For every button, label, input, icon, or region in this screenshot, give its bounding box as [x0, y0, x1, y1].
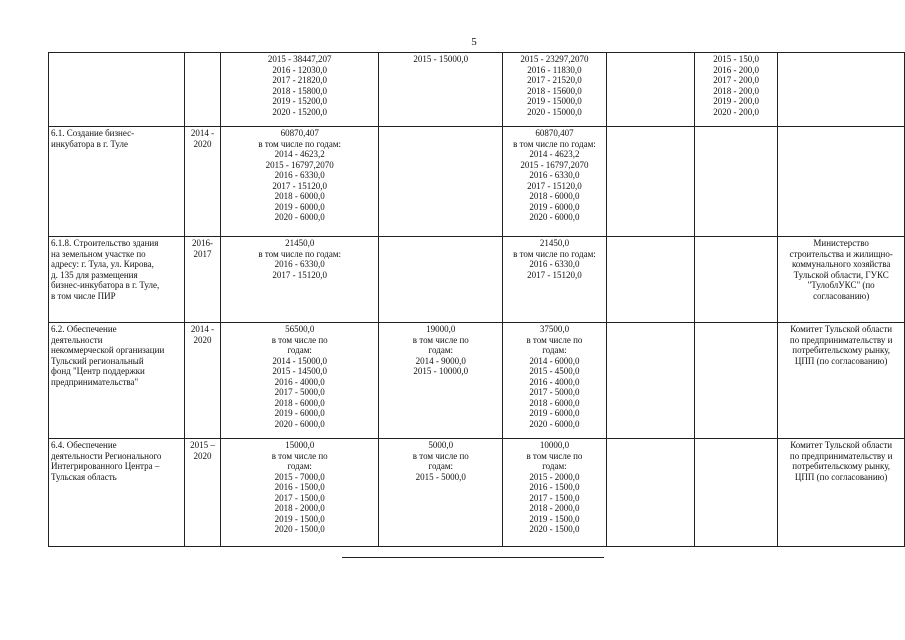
cell-line: Министерство — [813, 238, 869, 248]
cell-line: 2018 - 6000,0 — [274, 397, 325, 408]
cell-line: в том числе по — [526, 450, 583, 461]
cell-line: 2019 - 6000,0 — [274, 408, 325, 418]
cell-line: строительства и жилищно- — [789, 248, 893, 259]
federal-funding-cell — [379, 237, 503, 323]
cell-line: 2019 - 6000,0 — [529, 201, 580, 212]
cell-line: 2016 - 1500,0 — [274, 482, 325, 492]
executor-cell — [778, 439, 905, 547]
cell-line: 2017 - 200,0 — [713, 75, 760, 85]
cell-line: адресу: г. Тула, ул. Кирова, — [51, 259, 154, 269]
activity-name-cell — [49, 237, 185, 323]
cell-line: 2015 - 10000,0 — [413, 366, 469, 376]
total-funding-cell — [220, 323, 379, 439]
cell-line: 2014 - — [190, 128, 215, 138]
total-funding-cell — [220, 127, 379, 237]
executor-cell — [778, 53, 905, 127]
municipal-funding-cell — [606, 323, 694, 439]
cell-line: 2015 - 16797,2070 — [520, 159, 589, 170]
activity-name-cell — [49, 127, 185, 237]
cell-line: бизнес-инкубатора в г. Туле, — [51, 280, 160, 290]
table-row — [49, 323, 905, 439]
cell-line: 2015 - 38447,207 — [267, 54, 332, 64]
cell-line: по предпринимательству и — [789, 334, 893, 345]
other-funding-cell — [695, 237, 778, 323]
cell-line: 2020 - 15000,0 — [527, 106, 582, 117]
cell-line: в том числе ПИР — [51, 290, 116, 301]
cell-line: фонд "Центр поддержки — [51, 366, 145, 376]
cell-line: по предпринимательству и — [789, 450, 893, 461]
cell-line: 6.1.8. Строительство здания — [51, 238, 159, 248]
cell-line: деятельности Регионального — [51, 450, 162, 461]
table-row — [49, 237, 905, 323]
cell-line: 21450,0 — [285, 238, 315, 248]
cell-line: в том числе по — [271, 334, 328, 345]
total-funding-cell — [220, 439, 379, 547]
cell-line: 2018 - 6000,0 — [529, 397, 580, 408]
cell-line: годам: — [428, 461, 454, 471]
cell-line: в том числе по годам: — [258, 138, 342, 149]
cell-line: 2015 - 16797,2070 — [265, 159, 334, 170]
cell-line: 2020 — [193, 334, 212, 345]
cell-line: годам: — [287, 345, 312, 355]
years-cell — [185, 237, 221, 323]
years-cell — [185, 323, 221, 439]
cell-line: 2016 - 6330,0 — [529, 170, 580, 180]
cell-line: 2016- — [192, 238, 213, 248]
cell-line: 2016 - 1500,0 — [529, 482, 580, 492]
cell-line: 2018 - 6000,0 — [529, 191, 580, 201]
other-funding-cell — [695, 323, 778, 439]
cell-line: 2015 - 14500,0 — [272, 366, 328, 376]
cell-line: в том числе по — [412, 450, 469, 461]
cell-line: предпринимательства" — [51, 376, 139, 387]
years-cell — [185, 439, 221, 547]
cell-line: некоммерческой организации — [51, 345, 165, 355]
other-funding-cell — [695, 127, 778, 237]
cell-line: коммунального хозяйства — [791, 259, 891, 269]
cell-line: 6.4. Обеспечение — [51, 440, 117, 450]
cell-line: потребительскому рынку, — [792, 345, 891, 355]
executor-cell — [778, 323, 905, 439]
years-cell — [185, 53, 221, 127]
years-cell — [185, 127, 221, 237]
municipal-funding-cell — [606, 439, 694, 547]
cell-line: годам: — [542, 461, 567, 471]
other-funding-cell — [695, 53, 778, 127]
cell-line: 2016 - 12030,0 — [272, 64, 328, 75]
cell-line: 2014 - 6000,0 — [529, 355, 580, 366]
cell-line: 2017 - 5000,0 — [274, 387, 325, 397]
regional-funding-cell — [503, 237, 607, 323]
cell-line: Тульская область — [51, 471, 117, 482]
cell-line: 2020 — [193, 450, 212, 461]
cell-line: 37500,0 — [539, 324, 570, 334]
cell-line: 21450,0 — [539, 238, 570, 248]
cell-line: в том числе по — [526, 334, 583, 345]
cell-line: 2020 - 15200,0 — [272, 106, 328, 117]
page-number: 5 — [471, 36, 477, 48]
cell-line: 2017 - 5000,0 — [529, 387, 580, 397]
cell-line: 2020 — [193, 138, 212, 149]
executor-cell — [778, 237, 905, 323]
cell-line: в том числе по — [412, 334, 469, 345]
cell-line: 2020 - 1500,0 — [529, 524, 580, 534]
municipal-funding-cell — [606, 53, 694, 127]
regional-funding-cell — [503, 127, 607, 237]
cell-line: в том числе по годам: — [513, 248, 596, 259]
cell-line: 2015 - 15000,0 — [413, 54, 469, 64]
cell-line: 2019 - 200,0 — [713, 96, 760, 106]
cell-line: д. 135 для размещения — [51, 269, 138, 280]
cell-line: 2016 - 11830,0 — [527, 64, 582, 75]
cell-line: 2016 - 6330,0 — [274, 259, 325, 269]
cell-line: 2020 - 6000,0 — [529, 418, 580, 429]
cell-line: Комитет Тульской области — [790, 440, 893, 450]
cell-line: 15000,0 — [285, 440, 315, 450]
cell-line: 2020 - 6000,0 — [274, 418, 325, 429]
federal-funding-cell — [379, 323, 503, 439]
cell-line: потребительскому рынку, — [792, 461, 891, 471]
table-row — [49, 53, 905, 127]
cell-line: 2018 - 2000,0 — [274, 503, 325, 513]
cell-line: 2018 - 6000,0 — [274, 191, 325, 201]
activity-name-cell — [49, 323, 185, 439]
cell-line: 2018 - 15800,0 — [272, 85, 328, 96]
cell-line: годам: — [428, 345, 454, 355]
cell-line: 2015 - 5000,0 — [415, 471, 466, 482]
cell-line: 2015 - 2000,0 — [529, 471, 580, 482]
cell-line: 2014 - — [190, 324, 215, 334]
cell-line: 5000,0 — [428, 440, 454, 450]
cell-line: 2019 - 15000,0 — [527, 96, 582, 106]
cell-line: 2016 - 6330,0 — [274, 170, 325, 180]
cell-line: 2016 - 4000,0 — [274, 376, 325, 387]
cell-line: 2019 - 6000,0 — [274, 201, 325, 212]
cell-line: 2017 - 1500,0 — [274, 492, 325, 503]
cell-line: 2017 - 21820,0 — [272, 75, 328, 85]
cell-line: годам: — [542, 345, 567, 355]
executor-cell — [778, 127, 905, 237]
cell-line: 2017 - 15120,0 — [527, 269, 582, 280]
cell-line: 2020 - 200,0 — [713, 106, 760, 117]
cell-line: Интегрированного Центра – — [51, 461, 160, 471]
cell-line: ЦПП (по согласованию) — [794, 355, 888, 366]
cell-line: 2017 - 15120,0 — [527, 180, 582, 191]
cell-line: в том числе по — [271, 450, 328, 461]
cell-line: в том числе по годам: — [513, 138, 596, 149]
cell-line: 2014 - 4623,2 — [529, 149, 580, 159]
municipal-funding-cell — [606, 237, 694, 323]
cell-line: "ТулоблУКС" (по — [807, 280, 875, 290]
cell-line: Тульской области, ГУКС — [793, 269, 889, 280]
cell-line: 2017 - 1500,0 — [529, 492, 580, 503]
cell-line: инкубатора в г. Туле — [51, 138, 128, 149]
cell-line: 2014 - 9000,0 — [415, 355, 466, 366]
cell-line: 2020 - 6000,0 — [274, 212, 325, 222]
total-funding-cell — [220, 53, 379, 127]
cell-line: 2016 - 200,0 — [713, 64, 760, 75]
cell-line: 2017 — [193, 248, 212, 259]
cell-line: деятельности — [51, 334, 103, 345]
cell-line: Тульский региональный — [51, 355, 144, 366]
cell-line: ЦПП (по согласованию) — [794, 471, 888, 482]
regional-funding-cell — [503, 53, 607, 127]
cell-line: 2018 - 200,0 — [713, 85, 760, 96]
cell-line: 2015 – — [190, 440, 215, 450]
municipal-funding-cell — [606, 127, 694, 237]
cell-line: 2020 - 6000,0 — [529, 212, 580, 222]
cell-line: 2018 - 2000,0 — [529, 503, 580, 513]
cell-line: 2018 - 15600,0 — [527, 85, 582, 96]
cell-line: Комитет Тульской области — [790, 324, 893, 334]
cell-line: в том числе по годам: — [258, 248, 342, 259]
activity-name-cell — [49, 53, 185, 127]
cell-line: 6.2. Обеспечение — [51, 324, 117, 334]
cell-line: на земельном участке по — [51, 248, 146, 259]
cell-line: 2019 - 15200,0 — [272, 96, 328, 106]
cell-line: 56500,0 — [285, 324, 315, 334]
cell-line: 2014 - 4623,2 — [274, 149, 325, 159]
cell-line: 2019 - 6000,0 — [529, 408, 580, 418]
cell-line: 2015 - 150,0 — [713, 54, 760, 64]
total-funding-cell — [220, 237, 379, 323]
regional-funding-cell — [503, 323, 607, 439]
cell-line: 2016 - 4000,0 — [529, 376, 580, 387]
cell-line: 2016 - 6330,0 — [529, 259, 580, 269]
cell-line: 2014 - 15000,0 — [272, 355, 328, 366]
regional-funding-cell — [503, 439, 607, 547]
cell-line: 2015 - 7000,0 — [274, 471, 325, 482]
federal-funding-cell — [379, 127, 503, 237]
cell-line: 2017 - 21520,0 — [527, 75, 582, 85]
table-row — [49, 439, 905, 547]
cell-line: 2019 - 1500,0 — [274, 513, 325, 524]
program-table — [48, 52, 905, 547]
cell-line: согласованию) — [813, 290, 870, 301]
federal-funding-cell — [379, 53, 503, 127]
cell-line: 10000,0 — [539, 440, 570, 450]
cell-line: 60870,407 — [535, 128, 574, 138]
cell-line: 2019 - 1500,0 — [529, 513, 580, 524]
other-funding-cell — [695, 439, 778, 547]
federal-funding-cell — [379, 439, 503, 547]
cell-line: 19000,0 — [426, 324, 456, 334]
cell-line: 2015 - 4500,0 — [529, 366, 580, 376]
cell-line: 2015 - 23297,2070 — [520, 54, 589, 64]
cell-line: 60870,407 — [280, 128, 319, 138]
footer-rule — [342, 557, 604, 558]
cell-line: годам: — [287, 461, 312, 471]
cell-line: 2017 - 15120,0 — [272, 180, 328, 191]
cell-line: 2020 - 1500,0 — [274, 524, 325, 534]
cell-line: 2017 - 15120,0 — [272, 269, 328, 280]
cell-line: 6.1. Создание бизнес- — [51, 128, 135, 138]
table-row — [49, 127, 905, 237]
activity-name-cell — [49, 439, 185, 547]
